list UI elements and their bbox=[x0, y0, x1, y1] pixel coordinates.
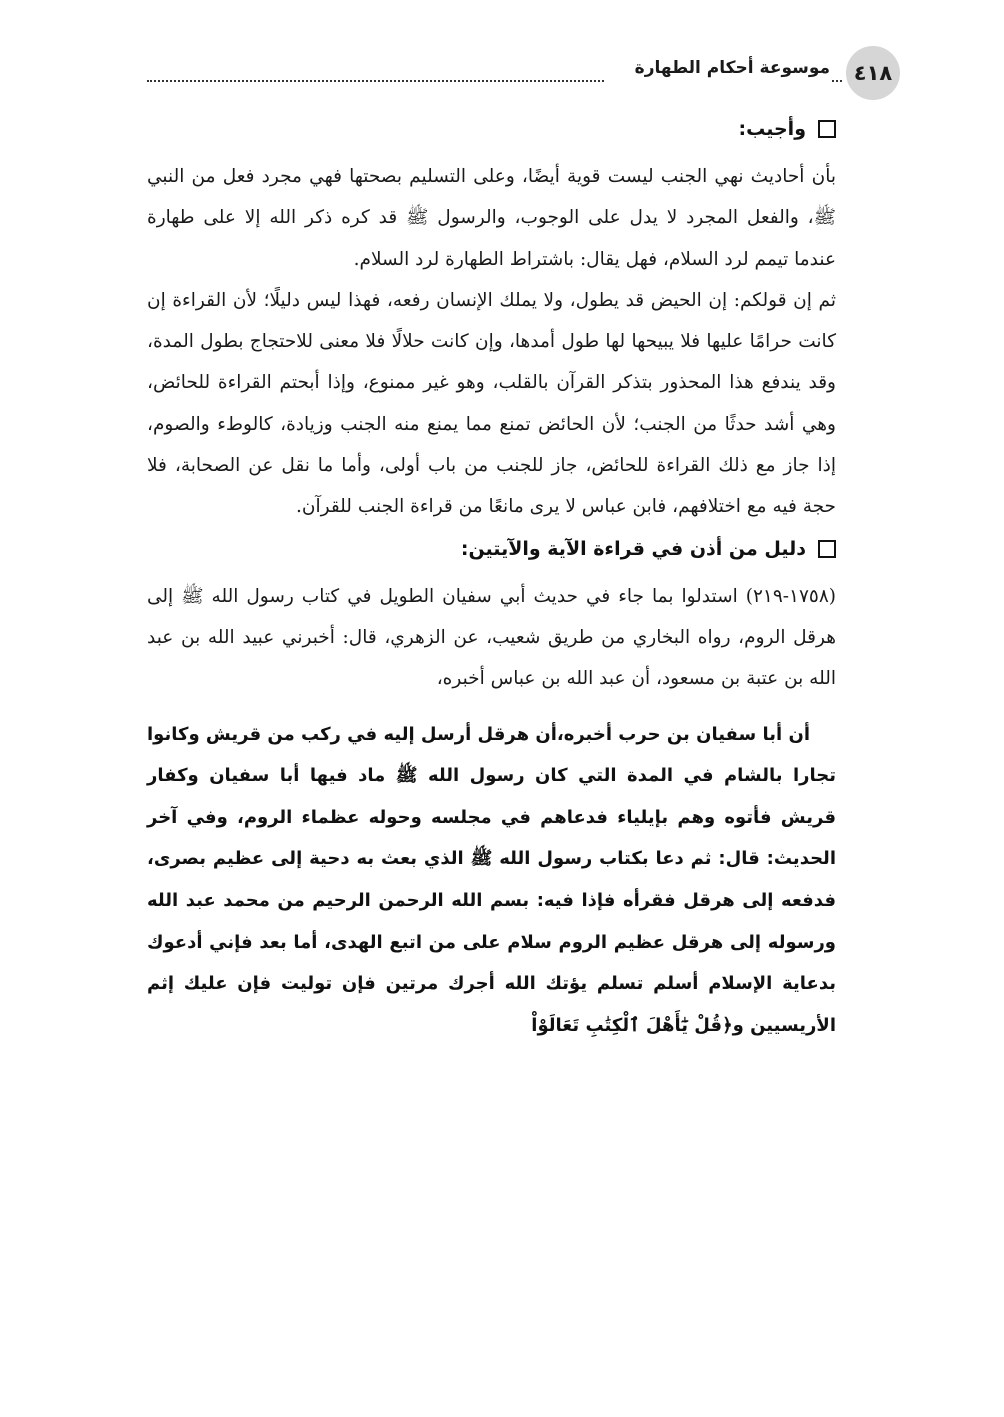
evidence-paragraph: (١٧٥٨-٢١٩) استدلوا بما جاء في حديث أبي سفيان الطويل في كتاب رسول الله ﷺ إلى هرقل الروم، رواه البخاري من طريق شعيب، عن الزهري، قال: أخبرني عبيد الله بن عبد الله بن عتبة بن مسعود، أن عبد الله بن عباس أخبره، bbox=[147, 585, 836, 690]
square-bullet-icon bbox=[818, 540, 836, 558]
header-dotted-rule-right bbox=[832, 80, 842, 82]
header-dotted-rule-left bbox=[147, 80, 604, 82]
heading-text: وأجيب: bbox=[738, 118, 806, 140]
heading-text: دليل من أذن في قراءة الآية والآيتين: bbox=[460, 537, 806, 560]
running-title: موسوعة أحكام الطهارة bbox=[634, 58, 830, 78]
page-body bbox=[147, 108, 836, 1046]
page-number-badge: ٤١٨ bbox=[846, 46, 900, 100]
section-heading-answer bbox=[147, 108, 836, 150]
answer-paragraph: بأن أحاديث نهي الجنب ليست قوية أيضًا، وعلى التسليم بصحتها فهي مجرد فعل من النبي ﷺ، والفعل المجرد لا يدل على الوجوب، والرسول ﷺ قد كره ذكر الله إلا على طهارة عندما تيمم لرد السلام، فهل يقال: باشتراط الطهارة لرد السلام. ثم إن قولكم: إن الحيض قد يطول، ولا يملك الإنسان رفعه، فهذا ليس دليلًا؛ لأن القراءة إن كانت حرامًا عليها فلا يبيحها لها طول أمدها، وإن كانت حلالًا فلا معنى للاحتجاج بطول المدة، وقد يندفع هذا المحذور بتذكر القرآن بالقلب، وهو غير ممنوع، وإذا أبحتم القراءة للحائض، وهي أشد حدثًا من الجنب؛ لأن الحائض تمنع مما يمنع منه الجنب وزيادة، كالوطء والصوم، إذا جاز مع ذلك القراءة للحائض، جاز للجنب من باب أولى، وأما ما نقل عن الصحابة، فلا حجة فيه مع اختلافهم، فابن عباس لا يرى مانعًا من قراءة الجنب للقرآن. bbox=[147, 166, 836, 518]
running-header bbox=[147, 46, 894, 96]
section-heading-evidence bbox=[147, 528, 836, 570]
hadith-paragraph: أن أبا سفيان بن حرب أخبره،أن هرقل أرسل إليه في ركب من قريش وكانوا تجارا بالشام في المدة التي كان رسول الله ﷺ ماد فيها أبا سفيان وكفار قريش فأتوه وهم بإيلياء فدعاهم في مجلسه وحوله عظماء الروم، وفي آخر الحديث: قال: ثم دعا بكتاب رسول الله ﷺ الذي بعث به دحية إلى عظيم بصرى، فدفعه إلى هرقل فقرأه فإذا فيه: بسم الله الرحمن الرحيم من محمد عبد الله ورسوله إلى هرقل عظيم الروم سلام على من اتبع الهدى، أما بعد فإني أدعوك بدعاية الإسلام أسلم تسلم يؤتك الله أجرك مرتين فإن توليت فإن عليك إثم الأريسيين و﴿قُلْ يَٰٓأَهْلَ ٱلْكِتَٰبِ تَعَالَوْاْ bbox=[147, 723, 836, 1036]
square-bullet-icon bbox=[818, 120, 836, 138]
